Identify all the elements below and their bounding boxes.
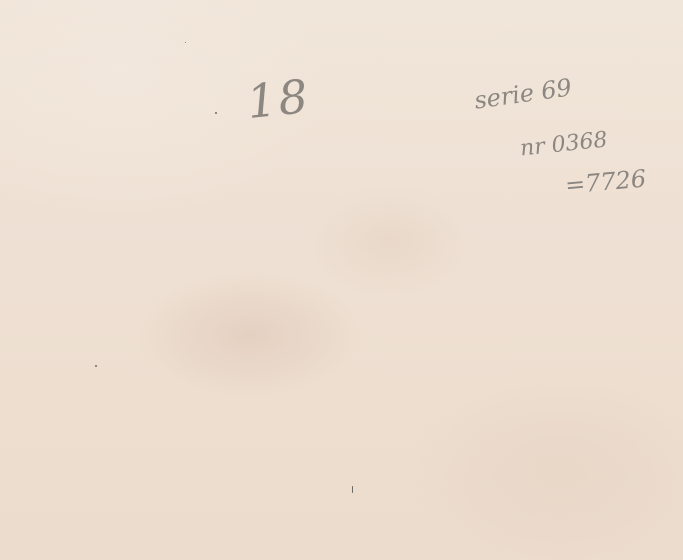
nr-note: nr 0368 — [518, 127, 609, 162]
sum-note: =7726 — [563, 164, 648, 200]
paper-speck — [95, 365, 97, 367]
paper-speck — [215, 112, 217, 114]
paper-speck — [352, 486, 353, 493]
serie-note: serie 69 — [472, 73, 574, 115]
paper-speck — [185, 42, 186, 43]
page-number: 18 — [244, 68, 313, 130]
